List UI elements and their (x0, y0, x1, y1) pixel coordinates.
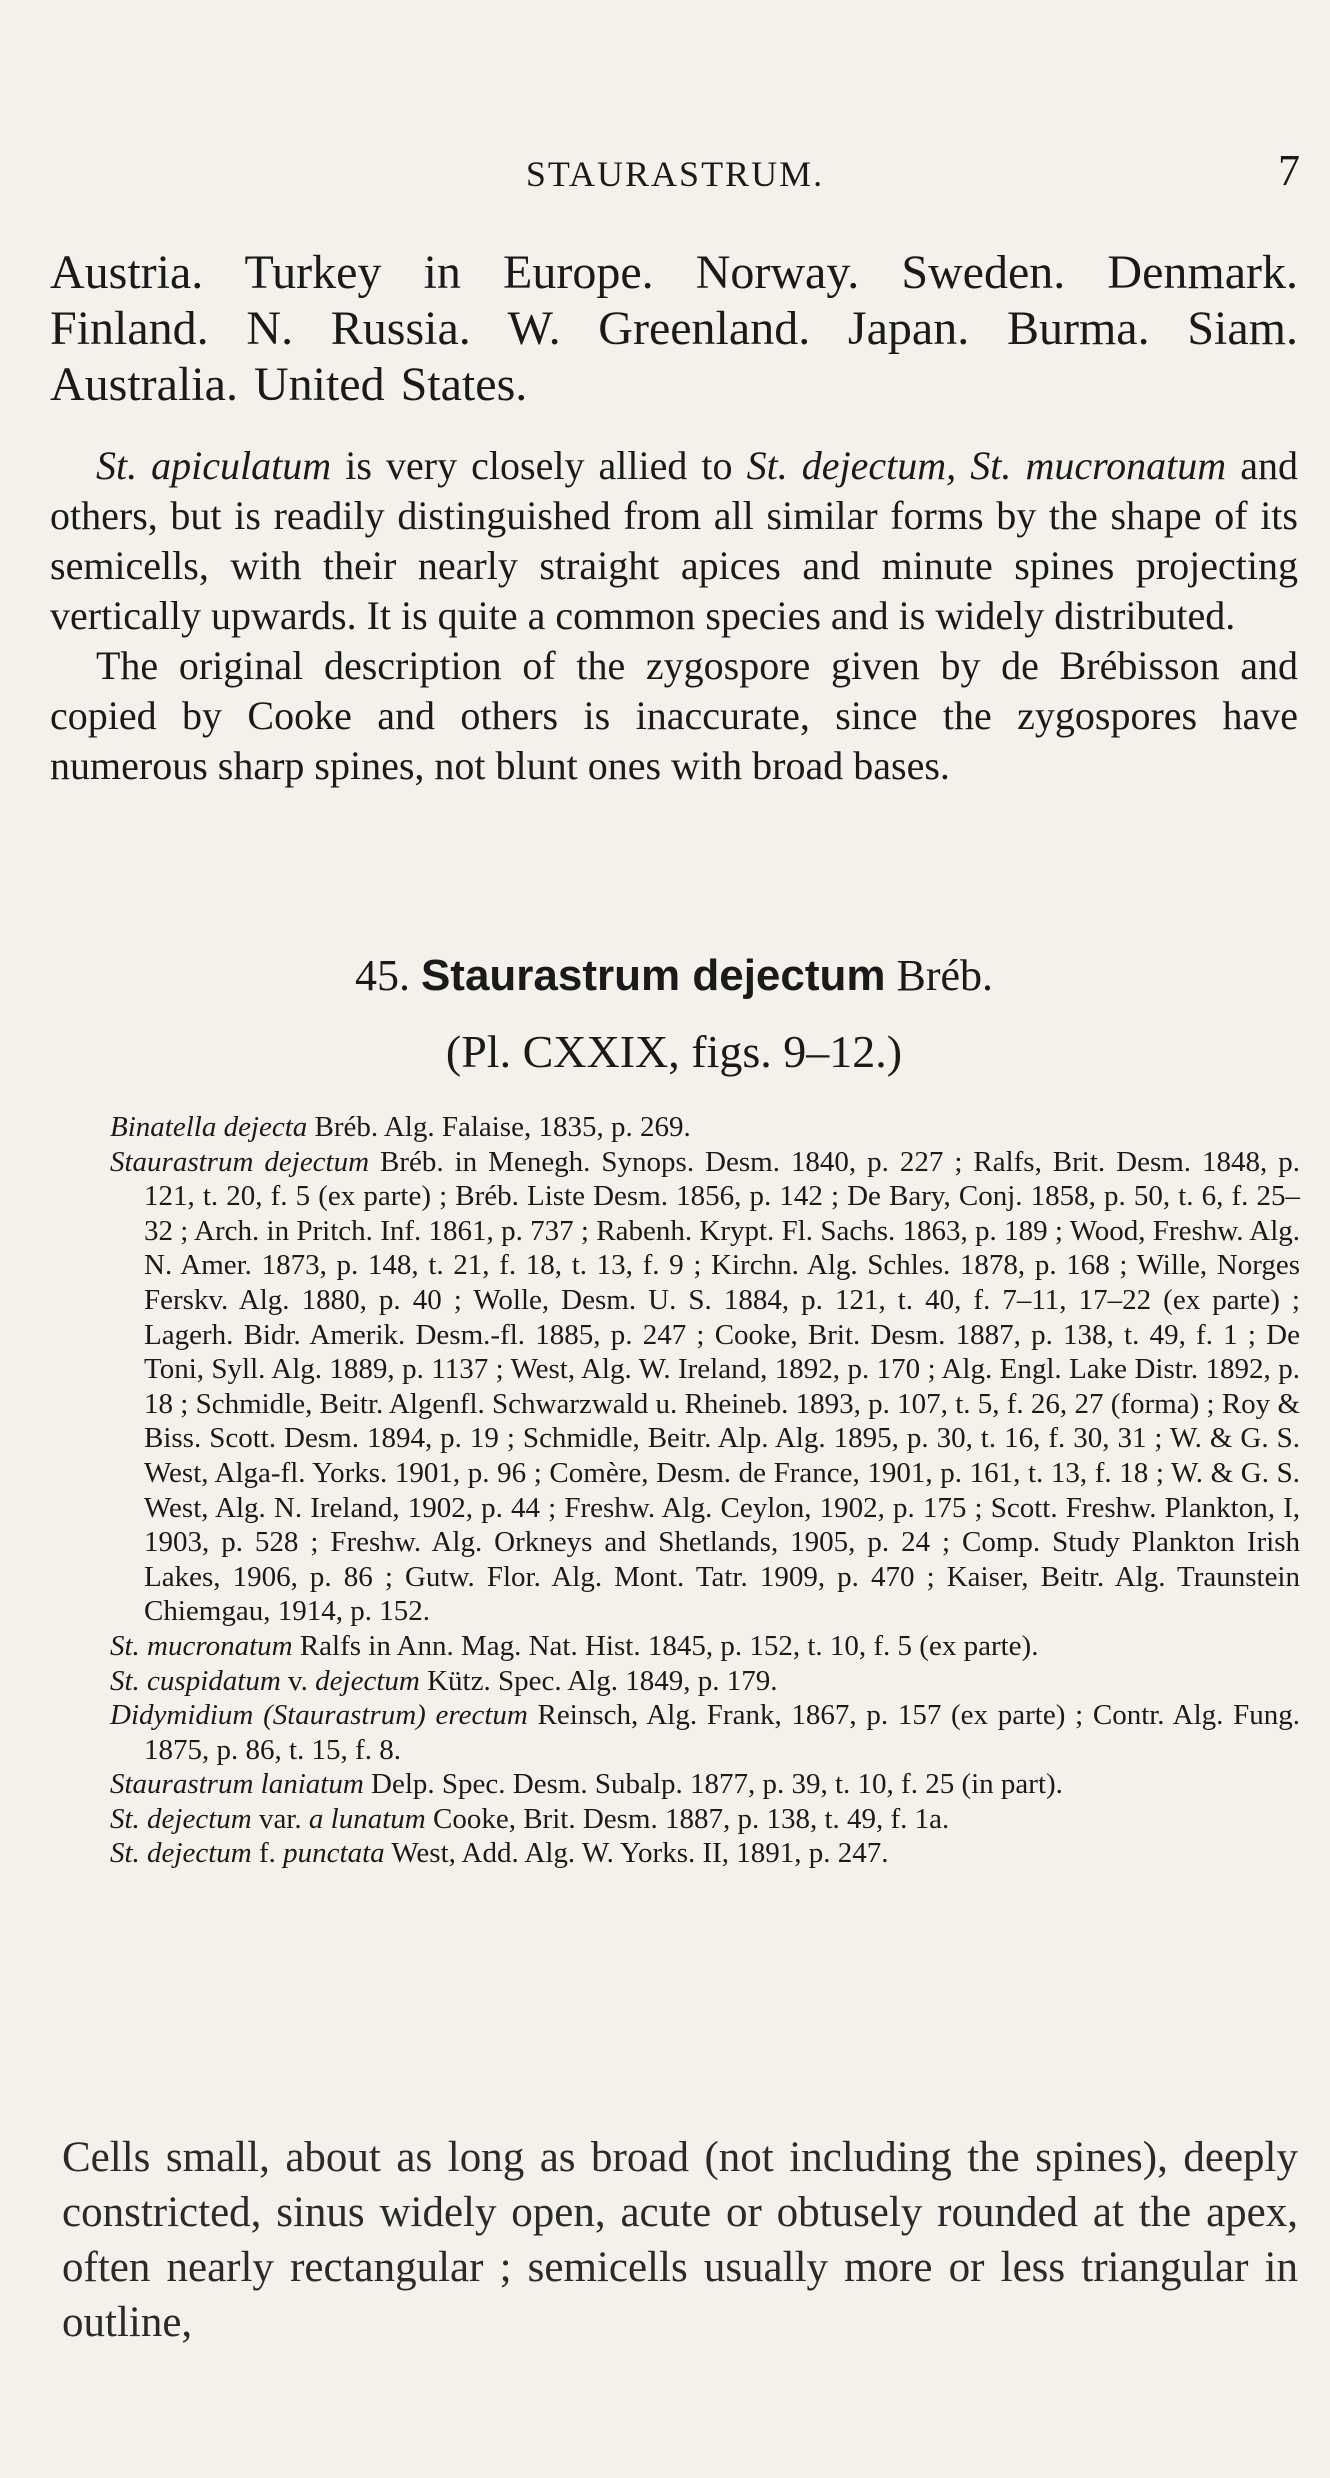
synonym-citation: Cooke, Brit. Desm. 1887, p. 138, t. 49, f. 1a. (425, 1802, 950, 1835)
synonym-citation: Kütz. Spec. Alg. 1849, p. 179. (419, 1664, 778, 1697)
synonym-variety: dejectum (315, 1664, 420, 1697)
synonymy-entry (110, 1664, 1300, 1699)
zygospore-paragraph: The original description of the zygospore given by de Brébisson and copied by Cooke and others is inaccurate, since the zygospores have numerous sharp spines, not blunt ones with broad bases. (50, 643, 1298, 788)
body-text (50, 245, 1298, 791)
running-head: STAURASTRUM. (525, 154, 825, 194)
synonym-name: Staurastrum dejectum (110, 1145, 370, 1178)
synonym-name: Binatella dejecta (110, 1111, 308, 1143)
plate-reference: (Pl. CXXIX, figs. 9–12.) (445, 1026, 903, 1077)
species-authority: Bréb. (896, 951, 994, 1000)
synonymy-entry (110, 1629, 1300, 1664)
synonym-variety: a lunatum (308, 1802, 426, 1835)
discussion-text-2: and others, but is readily distinguished from all similar forms by the shape of its semicells, with their nearly straight apices and minute spines projecting vertically upwards. It is quite a common species and is widely distributed. (50, 443, 1298, 638)
species-description (62, 2130, 1298, 2350)
species-ref-apiculatum: St. apiculatum (96, 443, 332, 488)
synonym-connector: var. (251, 1802, 309, 1835)
synonym-name: St. dejectum (110, 1837, 252, 1870)
description-text: Cells small, about as long as broad (not including the spines), deeply constricted, sinus widely open, acute or obtusely rounded at the apex, often nearly rectangular ; semicells usually more or less triangular in outline, (62, 2134, 1298, 2346)
synonym-citation: Bréb. in Menegh. Synops. Desm. 1840, p. 227 ; Ralfs, Brit. Desm. 1848, p. 121, t. 20, f. 5 (ex parte) ; Bréb. Liste Desm. 1856, p. 142 ; De Bary, Conj. 1858, p. 50, t. 6, f. 25–32 ; Arch. in Pritch. Inf. 1861, p. 737 ; Rabenh. Krypt. Fl. Sachs. 1863, p. 189 ; Wood, Freshw. Alg. N. Amer. 1873, p. 148, t. 21, f. 18, t. 13, f. 9 ; Kirchn. Alg. Schles. 1878, p. 168 ; Wille, Norges Ferskv. Alg. 1880, p. 40 ; Wolle, Desm. U. S. 1884, p. 121, t. 40, f. 7–11, 17–22 (ex parte) ; Lagerh. Bidr. Amerik. Desm.-fl. 1885, p. 247 ; Cooke, Brit. Desm. 1887, p. 138, t. 49, f. 1 ; De Toni, Syll. Alg. 1889, p. 1137 ; West, Alg. W. Ireland, 1892, p. 170 ; Alg. Engl. Lake Distr. 1892, p. 18 ; Schmidle, Beitr. Algenfl. Schwarzwald u. Rheineb. 1893, p. 107, t. 5, f. 26, 27 (forma) ; Roy & Biss. Scott. Desm. 1894, p. 19 ; Schmidle, Beitr. Alp. Alg. 1895, p. 30, t. 16, f. 30, 31 ; W. & G. S. West, Alga-fl. Yorks. 1901, p. 96 ; Comère, Desm. de France, 1901, p. 161, t. 13, f. 18 ; W. & G. S. West, Alg. N. Ireland, 1902, p. 44 ; Freshw. Alg. Ceylon, 1902, p. 175 ; Scott. Freshw. Plankton, I, 1903, p. 528 ; Freshw. Alg. Orkneys and Shetlands, 1905, p. 24 ; Comp. Study Plankton Irish Lakes, 1906, p. 86 ; Gutw. Flor. Alg. Mont. Tatr. 1909, p. 470 ; Kaiser, Beitr. Alg. Traunstein Chiemgau, 1914, p. 152. (144, 1145, 1300, 1628)
synonym-citation: Delp. Spec. Desm. Subalp. 1877, p. 39, t. 10, f. 25 (in part). (363, 1768, 1063, 1801)
species-name: Staurastrum dejectum (420, 951, 886, 1000)
synonym-connector: f. (251, 1837, 284, 1870)
synonym-name: St. mucronatum (110, 1629, 293, 1662)
synonymy-entry (110, 1767, 1300, 1802)
synonym-connector: v. (280, 1664, 316, 1697)
synonym-citation: Bréb. Alg. Falaise, 1835, p. 269. (307, 1111, 691, 1143)
synonymy-list (110, 1110, 1300, 1871)
synonym-name: Staurastrum laniatum (110, 1768, 364, 1801)
synonymy-entry (110, 1802, 1300, 1837)
synonym-name: St. dejectum (110, 1802, 252, 1835)
synonym-citation: Reinsch, Alg. Frank, 1867, p. 157 (ex parte) ; Contr. Alg. Fung. 1875, p. 86, t. 15, f. 8. (144, 1699, 1300, 1766)
synonym-name: Didymidium (Staurastrum) erectum (110, 1699, 528, 1732)
synonymy-entry (110, 1110, 1300, 1145)
synonym-citation: West, Add. Alg. W. Yorks. II, 1891, p. 247. (384, 1837, 889, 1870)
discussion-text-1: is very closely allied to (331, 443, 747, 488)
page-header (50, 145, 1300, 195)
species-number: 45. (354, 951, 410, 1000)
synonym-citation: Ralfs in Ann. Mag. Nat. Hist. 1845, p. 152, t. 10, f. 5 (ex parte). (292, 1629, 1039, 1662)
synonym-name: St. cuspidatum (110, 1664, 281, 1697)
distribution-continuation: Austria. Turkey in Europe. Norway. Sweden. Denmark. Finland. N. Russia. W. Greenland. Japan. Burma. Siam. Australia. United States. (50, 246, 1298, 411)
species-heading (50, 950, 1298, 1001)
synonymy-entry (110, 1145, 1300, 1629)
discussion-paragraph (50, 441, 1298, 641)
synonymy-entry (110, 1698, 1300, 1767)
species-ref-dejectum-mucronatum: St. dejectum, St. mucronatum (746, 443, 1227, 488)
synonym-form: punctata (283, 1837, 385, 1870)
page-number: 7 (1278, 146, 1300, 195)
synonymy-entry (110, 1836, 1300, 1871)
